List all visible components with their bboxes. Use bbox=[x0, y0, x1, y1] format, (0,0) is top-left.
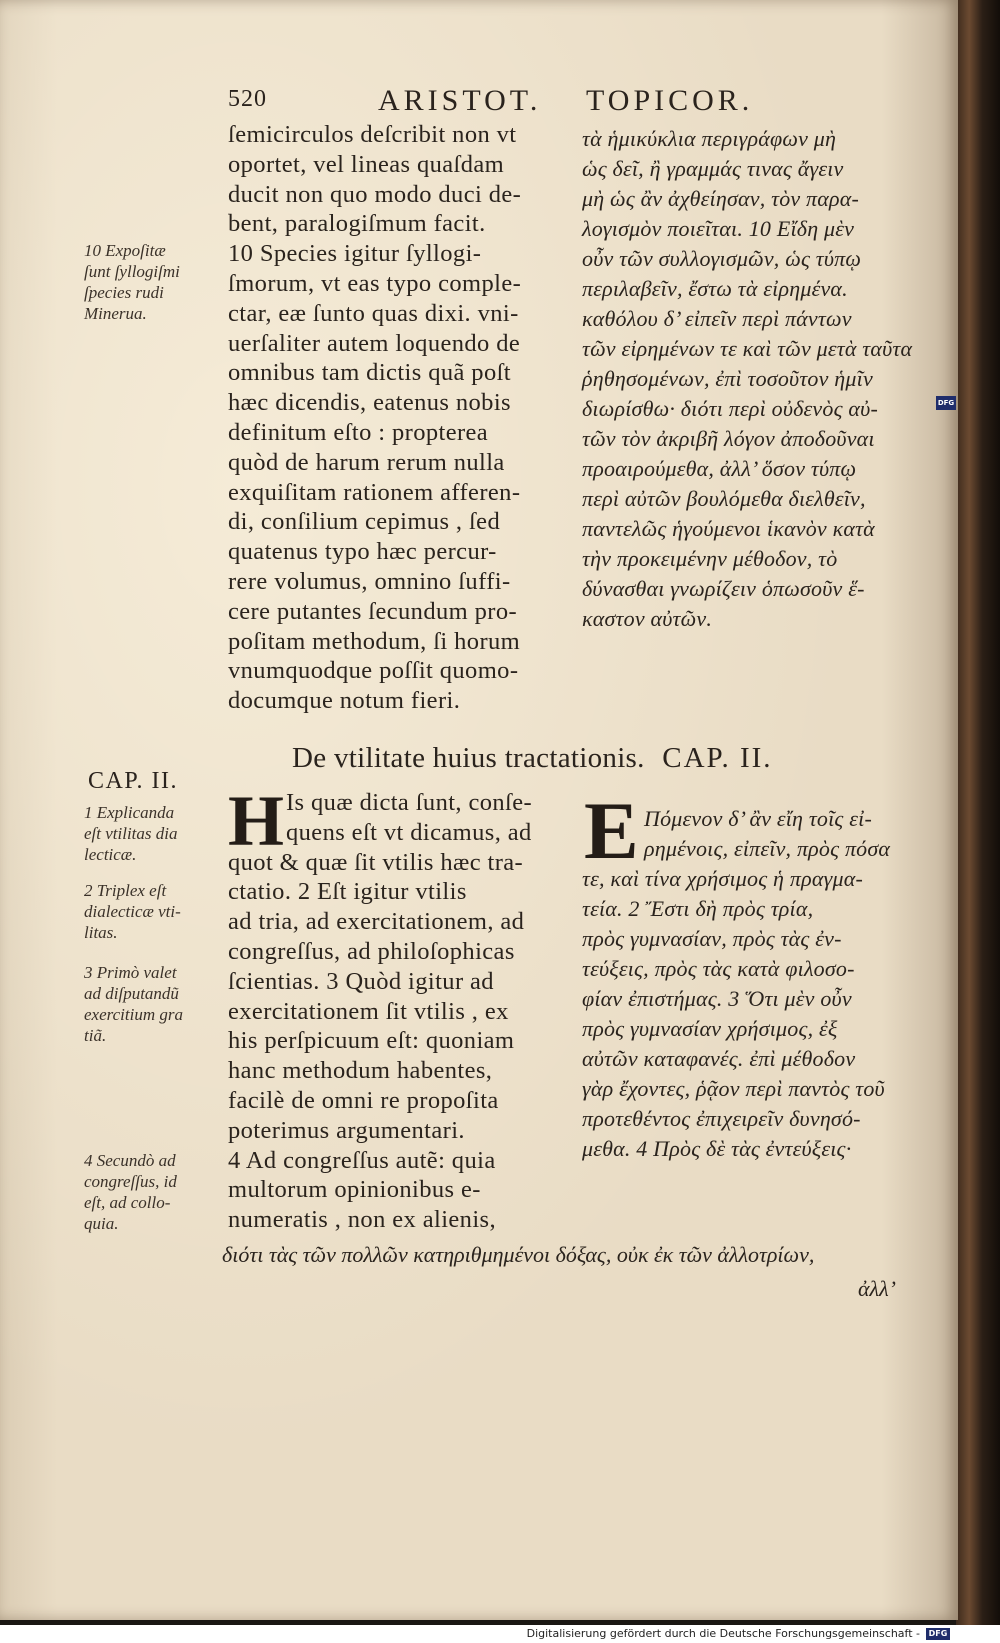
footer-greek-line: διότι τὰς τῶν πολλῶν κατηριθμημένοι δόξας, οὐκ ἐκ τῶν ἀλλοτρίων, bbox=[222, 1242, 815, 1267]
greek-line: προαιρούμεθα, ἀλλ’ ὅσον τύπῳ bbox=[582, 456, 857, 481]
latin-line: ctar, eæ ſunto quas dixi. vni- bbox=[228, 299, 519, 327]
greek-line: αὐτῶν καταφανές. ἐπὶ μέθοδον bbox=[582, 1046, 856, 1071]
greek-line: περιλαβεῖν, ἔστω τὰ εἰρημένα. bbox=[582, 276, 848, 301]
latin-line: ad tria, ad exercitationem, ad bbox=[228, 908, 525, 936]
margin-line: 3 Primò valet bbox=[84, 963, 177, 982]
greek-line: τὰ ἡμικύκλια περιγράφων μὴ bbox=[582, 126, 837, 151]
latin-line: poſitam methodum, ſi horum bbox=[228, 627, 521, 655]
greek-dropcap: E bbox=[584, 785, 639, 876]
greek-line: καθόλου δ’ εἰπεῖν περὶ πάντων bbox=[582, 306, 852, 331]
latin-line: bent, paralogiſmum facit. bbox=[228, 210, 486, 238]
latin-line: ctatio. 2 Eſt igitur vtilis bbox=[228, 878, 467, 906]
margin-line: litas. bbox=[84, 923, 118, 942]
book-spine bbox=[956, 0, 1000, 1625]
latin-line: hanc methodum habentes, bbox=[228, 1057, 493, 1085]
margin-line: exercitium gra bbox=[84, 1005, 183, 1024]
margin-line: ad diſputandũ bbox=[84, 984, 179, 1003]
greek-line: γὰρ ἔχοντες, ῥᾷον περὶ παντὸς τοῦ bbox=[582, 1076, 885, 1101]
latin-line: di, conſilium cepimus , ſed bbox=[228, 508, 501, 536]
greek-line: καστον αὐτῶν. bbox=[582, 606, 713, 631]
latin-line: exquiſitam rationem afferen- bbox=[228, 478, 521, 506]
margin-line: tiã. bbox=[84, 1026, 107, 1045]
latin-line: omnibus tam dictis quã poſt bbox=[228, 359, 512, 387]
greek-column-ch2 bbox=[582, 804, 890, 1164]
greek-line: Πόμενον δ’ ἂν εἴη τοῖς εἰ- bbox=[644, 806, 872, 831]
latin-line: Is quæ dicta ſunt, conſe- bbox=[286, 789, 533, 816]
latin-column-top bbox=[228, 120, 521, 716]
margin-line: congreſſus, id bbox=[84, 1172, 177, 1191]
dfg-footer-bar bbox=[0, 1625, 1000, 1643]
latin-line: vnumquodque poſſit quomo- bbox=[228, 657, 519, 685]
running-title-left: ARISTOT. bbox=[378, 84, 542, 117]
latin-line: uerſaliter autem loquendo de bbox=[228, 329, 521, 357]
greek-line: ρημένοις, εἰπεῖν, πρὸς πόσα bbox=[644, 836, 891, 861]
margin-line: eſt, ad collo- bbox=[84, 1193, 171, 1212]
margin-line: 1 Explicanda bbox=[84, 803, 175, 822]
greek-line: οὖν τῶν συλλογισμῶν, ὡς τύπῳ bbox=[582, 246, 862, 271]
chapter-title: De vtilitate huius tractationis. bbox=[292, 742, 645, 774]
margin-note-10 bbox=[84, 240, 180, 324]
latin-line: 4 Ad congreſſus autẽ: quia bbox=[228, 1146, 496, 1174]
latin-line: poterimus argumentari. bbox=[228, 1116, 465, 1144]
latin-line: congreſſus, ad philoſophicas bbox=[228, 937, 515, 965]
margin-chapter-label: CAP. II. bbox=[88, 768, 179, 794]
latin-line: cere putantes ſecundum pro- bbox=[228, 597, 518, 625]
latin-line: multorum opinionibus e- bbox=[228, 1176, 481, 1204]
running-title-right: TOPICOR. bbox=[586, 84, 754, 117]
catchword: ἀλλ’ bbox=[858, 1276, 896, 1301]
latin-column-ch2 bbox=[228, 781, 533, 1235]
dfg-tab-marker: DFG bbox=[936, 396, 956, 410]
greek-line: πρὸς γυμνασίαν χρήσιμος, ἐξ bbox=[582, 1016, 838, 1041]
greek-line: προτεθέντος ἐπιχειρεῖν δυνησό- bbox=[582, 1106, 861, 1131]
greek-column-top bbox=[582, 124, 912, 634]
greek-line: τὴν προκειμένην μέθοδον, τὸ bbox=[582, 546, 838, 571]
latin-line: rere volumus, omnino ſuffi- bbox=[228, 567, 511, 595]
latin-line: facilè de omni re propoſita bbox=[228, 1086, 499, 1114]
greek-line: ῥηθησομένων, ἐπὶ τοσοῦτον ἡμῖν bbox=[582, 366, 873, 391]
greek-line: λογισμὸν ποιεῖται. 10 Εἴδη μὲν bbox=[582, 216, 855, 241]
greek-line: μὴ ὡς ἂν ἀχθείησαν, τὸν παρα- bbox=[582, 186, 860, 211]
margin-line: quia. bbox=[84, 1214, 119, 1233]
greek-line: τῶν τὸν ἀκριβῆ λόγον ἀποδοῦναι bbox=[582, 426, 875, 451]
margin-note-1 bbox=[84, 802, 178, 865]
latin-line: quens eſt vt dicamus, ad bbox=[286, 818, 532, 846]
latin-line: numeratis , non ex alienis, bbox=[228, 1206, 496, 1234]
margin-note-2 bbox=[84, 880, 181, 943]
greek-line: παντελῶς ἡγούμενοι ἱκανὸν κατὰ bbox=[582, 516, 875, 541]
margin-note-3 bbox=[84, 962, 183, 1046]
margin-line: dialecticæ vti- bbox=[84, 902, 181, 921]
latin-dropcap: H bbox=[228, 781, 285, 861]
latin-line: ſmorum, vt eas typo comple- bbox=[228, 269, 522, 297]
margin-line: lecticæ. bbox=[84, 845, 137, 864]
latin-line: definitum eſto : propterea bbox=[228, 418, 489, 446]
margin-line: Minerua. bbox=[84, 304, 147, 323]
latin-line: his perſpicuum eſt: quoniam bbox=[228, 1027, 515, 1055]
margin-line: eſt vtilitas dia bbox=[84, 824, 178, 843]
margin-line: 2 Triplex eſt bbox=[84, 881, 167, 900]
chapter-cap-label: CAP. II. bbox=[662, 742, 773, 774]
margin-note-4 bbox=[84, 1150, 177, 1234]
latin-line: ducit non quo modo duci de- bbox=[228, 180, 522, 208]
latin-line: quot & quæ ſit vtilis hæc tra- bbox=[228, 848, 524, 876]
latin-line: documque notum fieri. bbox=[228, 687, 461, 715]
latin-line: ſcientias. 3 Quòd igitur ad bbox=[228, 967, 494, 995]
dfg-logo-icon: DFG bbox=[926, 1628, 950, 1640]
latin-line: quòd de harum rerum nulla bbox=[228, 448, 505, 476]
greek-line: μεθα. 4 Πρὸς δὲ τὰς ἐντεύξεις· bbox=[582, 1136, 852, 1161]
greek-line: πρὸς γυμνασίαν, πρὸς τὰς ἐν- bbox=[582, 926, 842, 951]
greek-line: τῶν εἰρημένων τε καὶ τῶν μετὰ ταῦτα bbox=[582, 336, 913, 361]
latin-line: ſemicirculos deſcribit non vt bbox=[228, 121, 517, 148]
latin-line: hæc dicendis, eatenus nobis bbox=[228, 389, 511, 417]
greek-line: τεύξεις, πρὸς τὰς κατὰ φιλοσο- bbox=[582, 956, 855, 981]
greek-line: διωρίσθω· διότι περὶ οὐδενὸς αὐ- bbox=[582, 396, 878, 421]
greek-line: τε, καὶ τίνα χρήσιμος ἡ πραγμα- bbox=[582, 866, 863, 891]
latin-line: quatenus typo hæc percur- bbox=[228, 538, 497, 566]
latin-line: exercitationem ſit vtilis , ex bbox=[228, 997, 509, 1025]
latin-line: 10 Species igitur ſyllogi- bbox=[228, 240, 482, 268]
greek-line: δύνασθαι γνωρίζειν ὁπωσοῦν ἕ- bbox=[582, 576, 865, 601]
margin-line: ſunt ſyllogiſmi bbox=[84, 262, 180, 281]
greek-line: τεία. 2 Ἔστι δὴ πρὸς τρία, bbox=[582, 896, 814, 921]
greek-line: φίαν ἐπιστήμας. 3 Ὅτι μὲν οὖν bbox=[582, 986, 852, 1011]
chapter-heading bbox=[292, 742, 773, 775]
greek-line: περὶ αὐτῶν βουλόμεθα διελθεῖν, bbox=[582, 486, 866, 511]
margin-line: 4 Secundò ad bbox=[84, 1151, 176, 1170]
margin-line: ſpecies rudi bbox=[84, 283, 164, 302]
margin-line: 10 Expoſitæ bbox=[84, 241, 166, 260]
latin-line: oportet, vel lineas quaſdam bbox=[228, 150, 505, 178]
page-number: 520 bbox=[228, 86, 267, 112]
dfg-credit-text: Digitalisierung gefördert durch die Deutsche Forschungsgemeinschaft - bbox=[526, 1627, 920, 1640]
greek-line: ὡς δεῖ, ἢ γραμμάς τινας ἄγειν bbox=[582, 156, 844, 181]
